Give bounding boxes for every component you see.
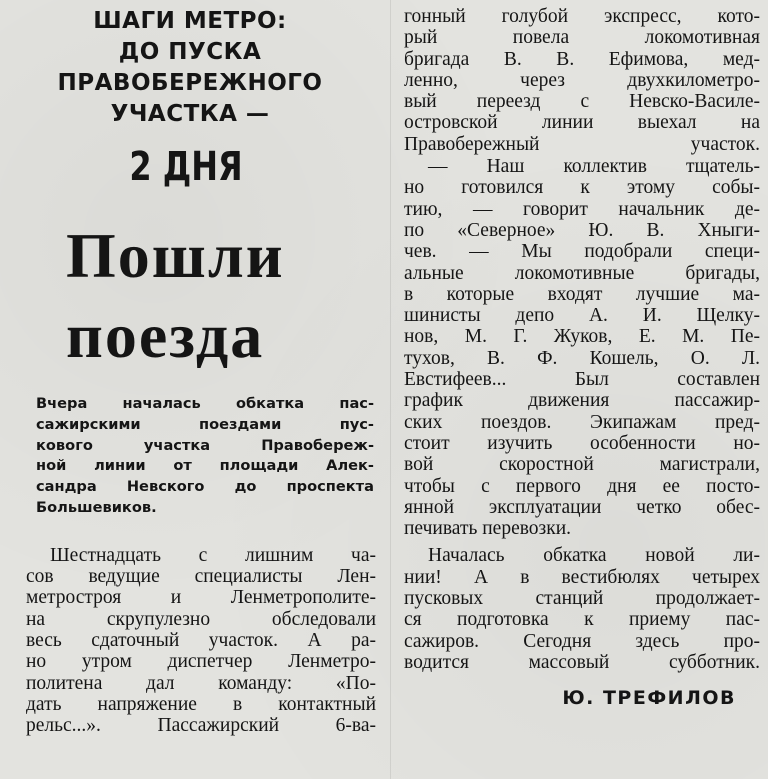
lead-line: Вчера началась обкатка пас- (36, 395, 374, 412)
body-line: тухов, В. Ф. Кошель, О. Л. (404, 347, 760, 369)
body-line: островской линии выехал на (404, 112, 760, 134)
lead-line: сажирскими поездами пус- (36, 415, 374, 433)
body-line: вой скоростной магистрали, (404, 454, 760, 476)
rubric-line: ДО ПУСКА (118, 39, 262, 65)
body-line: нов, М. Г. Жуков, Е. М. Пе- (404, 326, 760, 348)
days-countdown: 2 ДНЯ (129, 144, 243, 190)
headline (66, 216, 376, 376)
body-line: — Наш коллектив тщатель- (428, 156, 760, 178)
body-line: график движения пассажир- (404, 390, 760, 412)
body-line: гонный голубой экспресс, кото- (404, 6, 760, 27)
body-line: тию, — говорит начальник де- (404, 198, 760, 220)
paragraph (404, 545, 760, 673)
article-body-right (404, 6, 760, 673)
article-body-left (26, 545, 376, 737)
body-line: на скрупулезно обследовали (26, 608, 376, 630)
body-line: метростроя и Ленметрополите- (26, 587, 376, 609)
body-line: но утром диспетчер Ленметро- (26, 651, 376, 673)
rubric-line: ПРАВОБЕРЕЖНОГО (57, 70, 323, 96)
lead-line: Большевиков. (36, 498, 157, 516)
body-line: Шестнадцать с лишним ча- (50, 544, 376, 566)
body-line: стоит изучить особенности но- (404, 432, 760, 454)
body-line: пусковых станций продолжает- (404, 588, 760, 610)
body-line: Началась обкатка новой ли- (428, 545, 760, 567)
body-line: ленно, через двухкилометро- (404, 69, 760, 91)
left-column (26, 6, 376, 776)
body-line: Правобережный участок. (404, 133, 760, 155)
column-gutter (390, 0, 391, 779)
body-line: вый переезд с Невско-Василе- (404, 91, 760, 113)
body-line: чтобы с первого дня ее посто- (404, 475, 760, 497)
body-line: по «Северное» Ю. В. Хныги- (404, 219, 760, 241)
body-line: сов ведущие специалисты Лен- (26, 566, 376, 588)
body-line: рый повела локомотивная (404, 27, 760, 49)
body-line: шинисты депо А. И. Щелку- (404, 305, 760, 327)
lead-line: сандра Невского до проспекта (36, 478, 374, 496)
author-signature: Ю. ТРЕФИЛОВ (562, 687, 736, 710)
paragraph (404, 156, 760, 539)
body-line: но готовился к этому собы- (404, 177, 760, 199)
body-line: чев. — Мы подобрали специ- (404, 241, 760, 263)
right-column (404, 6, 760, 776)
body-line: ских поездов. Экипажам пред- (404, 411, 760, 433)
body-line: политена дал команду: «По- (26, 672, 376, 694)
rubric-line: ШАГИ МЕТРО: (93, 8, 287, 34)
body-line: альные локомотивные бригады, (404, 262, 760, 284)
body-line: бригада В. В. Ефимова, мед- (404, 48, 760, 70)
lead-line: ной линии от площади Алек- (36, 457, 374, 475)
body-line: весь сдаточный участок. А ра- (26, 629, 376, 651)
body-line: рельс...». Пассажирский 6-ва- (26, 715, 376, 737)
paragraph (404, 6, 760, 155)
body-line: ся подготовка к приему пас- (404, 609, 760, 631)
body-line: в которые входят лучшие ма- (404, 283, 760, 305)
body-line: нии! А в вестибюлях четырех (404, 566, 760, 588)
body-line: Евстифеев... Был составлен (404, 369, 760, 391)
lead-line: кового участка Правобереж- (36, 436, 374, 454)
headline-line: поезда (66, 300, 265, 371)
rubric (30, 6, 350, 130)
body-line: печивать перевозки. (404, 518, 572, 540)
lead-paragraph (36, 394, 374, 519)
body-line: водится массовый субботник. (404, 651, 760, 673)
body-line: сажиров. Сегодня здесь про- (404, 630, 760, 652)
body-line: дать напряжение в контактный (26, 693, 376, 715)
rubric-line: УЧАСТКА — (110, 101, 270, 127)
body-line: янной эксплуатации четко обес- (404, 496, 760, 518)
headline-line: Пошли (66, 220, 285, 291)
